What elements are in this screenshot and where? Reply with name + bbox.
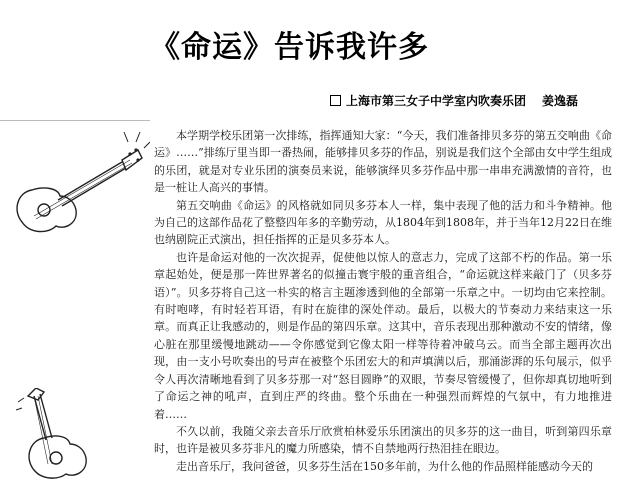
rule-line bbox=[0, 120, 150, 121]
article-title: 《命运》告诉我许多 bbox=[150, 30, 429, 65]
paragraph: 第五交响曲《命运》的风格就如同贝多芬本人一样，集中表现了他的活力和斗争精神。他为自己的这部作品花了整整四年多的辛勤劳动，从1804年到1808年，并于当年12月22日在维也纳剧院正式演出，担任指挥的正是贝多芬本人。 bbox=[154, 198, 612, 247]
paragraph: 也许是命运对他的一次次捉弄，促使他以惊人的意志力，完成了这部不朽的作品。第一乐章起始处，便是那一阵世界著名的似撞击寰宇般的重音组合，“命运就这样来敲门了（贝多芬语）”。贝多芬将自己这一朴实的格言主题渗透到他的全部第一乐章之中。一切均由它来控制。有时咆哮，有时轻若耳语，有时在旋律的深处伴动。最后，以极大的节奏动力来结束这一乐章。而真正让我感动的，则是作品的第四乐章。这其中，音乐表现出那种激动不安的情绪，像心脏在那里缓慢地跳动——令你感觉到它像太阳一样等待着冲破乌云。而当全部主题再次出现，由一支小号吹奏出的号声在被整个乐团宏大的和声填满以后，那涌澎湃的乐句展示，似乎令人再次清晰地看到了贝多芬那一对“怒目圆睁”的双眼，节奏尽管缓慢了，但你却真切地听到了命运之神的吼声，直到庄严的终曲。整个乐曲在一种强烈而辉煌的气氛中，有力地推进着…… bbox=[154, 250, 612, 421]
byline-school: 上海市第三女子中学室内吹奏乐团 bbox=[346, 94, 527, 108]
guitar-illustration-top bbox=[10, 130, 150, 249]
article-body bbox=[154, 127, 612, 475]
paragraph: 不久以前，我随父亲去音乐厅欣赏柏林爱乐乐团演出的贝多芬的这一曲目，听到第四乐章时，也许是被贝多芬非凡的魔力所感染，情不自禁地两行热泪挂在眼边。 bbox=[154, 424, 612, 456]
byline bbox=[330, 92, 578, 109]
paragraph: 本学期学校乐团第一次排练，指挥通知大家：“今天，我们准备排贝多芬的第五交响曲《命运》……”排练厅里当即一番热闹，能够排贝多芬的作品，别说是我们这个全部由女中学生组成的乐团，就是对专业乐团的演奏员来说，能够演绎贝多芬作品中那一串串充满激情的音符，也是一桩让人高兴的事情。 bbox=[154, 129, 612, 195]
square-bullet-icon bbox=[330, 95, 341, 106]
paragraph: 走出音乐厅，我问爸爸，贝多芬生活在150多年前，为什么他的作品照样能感动今天的 bbox=[176, 459, 593, 473]
guitar-illustration-bottom bbox=[14, 388, 124, 485]
byline-author: 姜逸磊 bbox=[542, 94, 579, 108]
